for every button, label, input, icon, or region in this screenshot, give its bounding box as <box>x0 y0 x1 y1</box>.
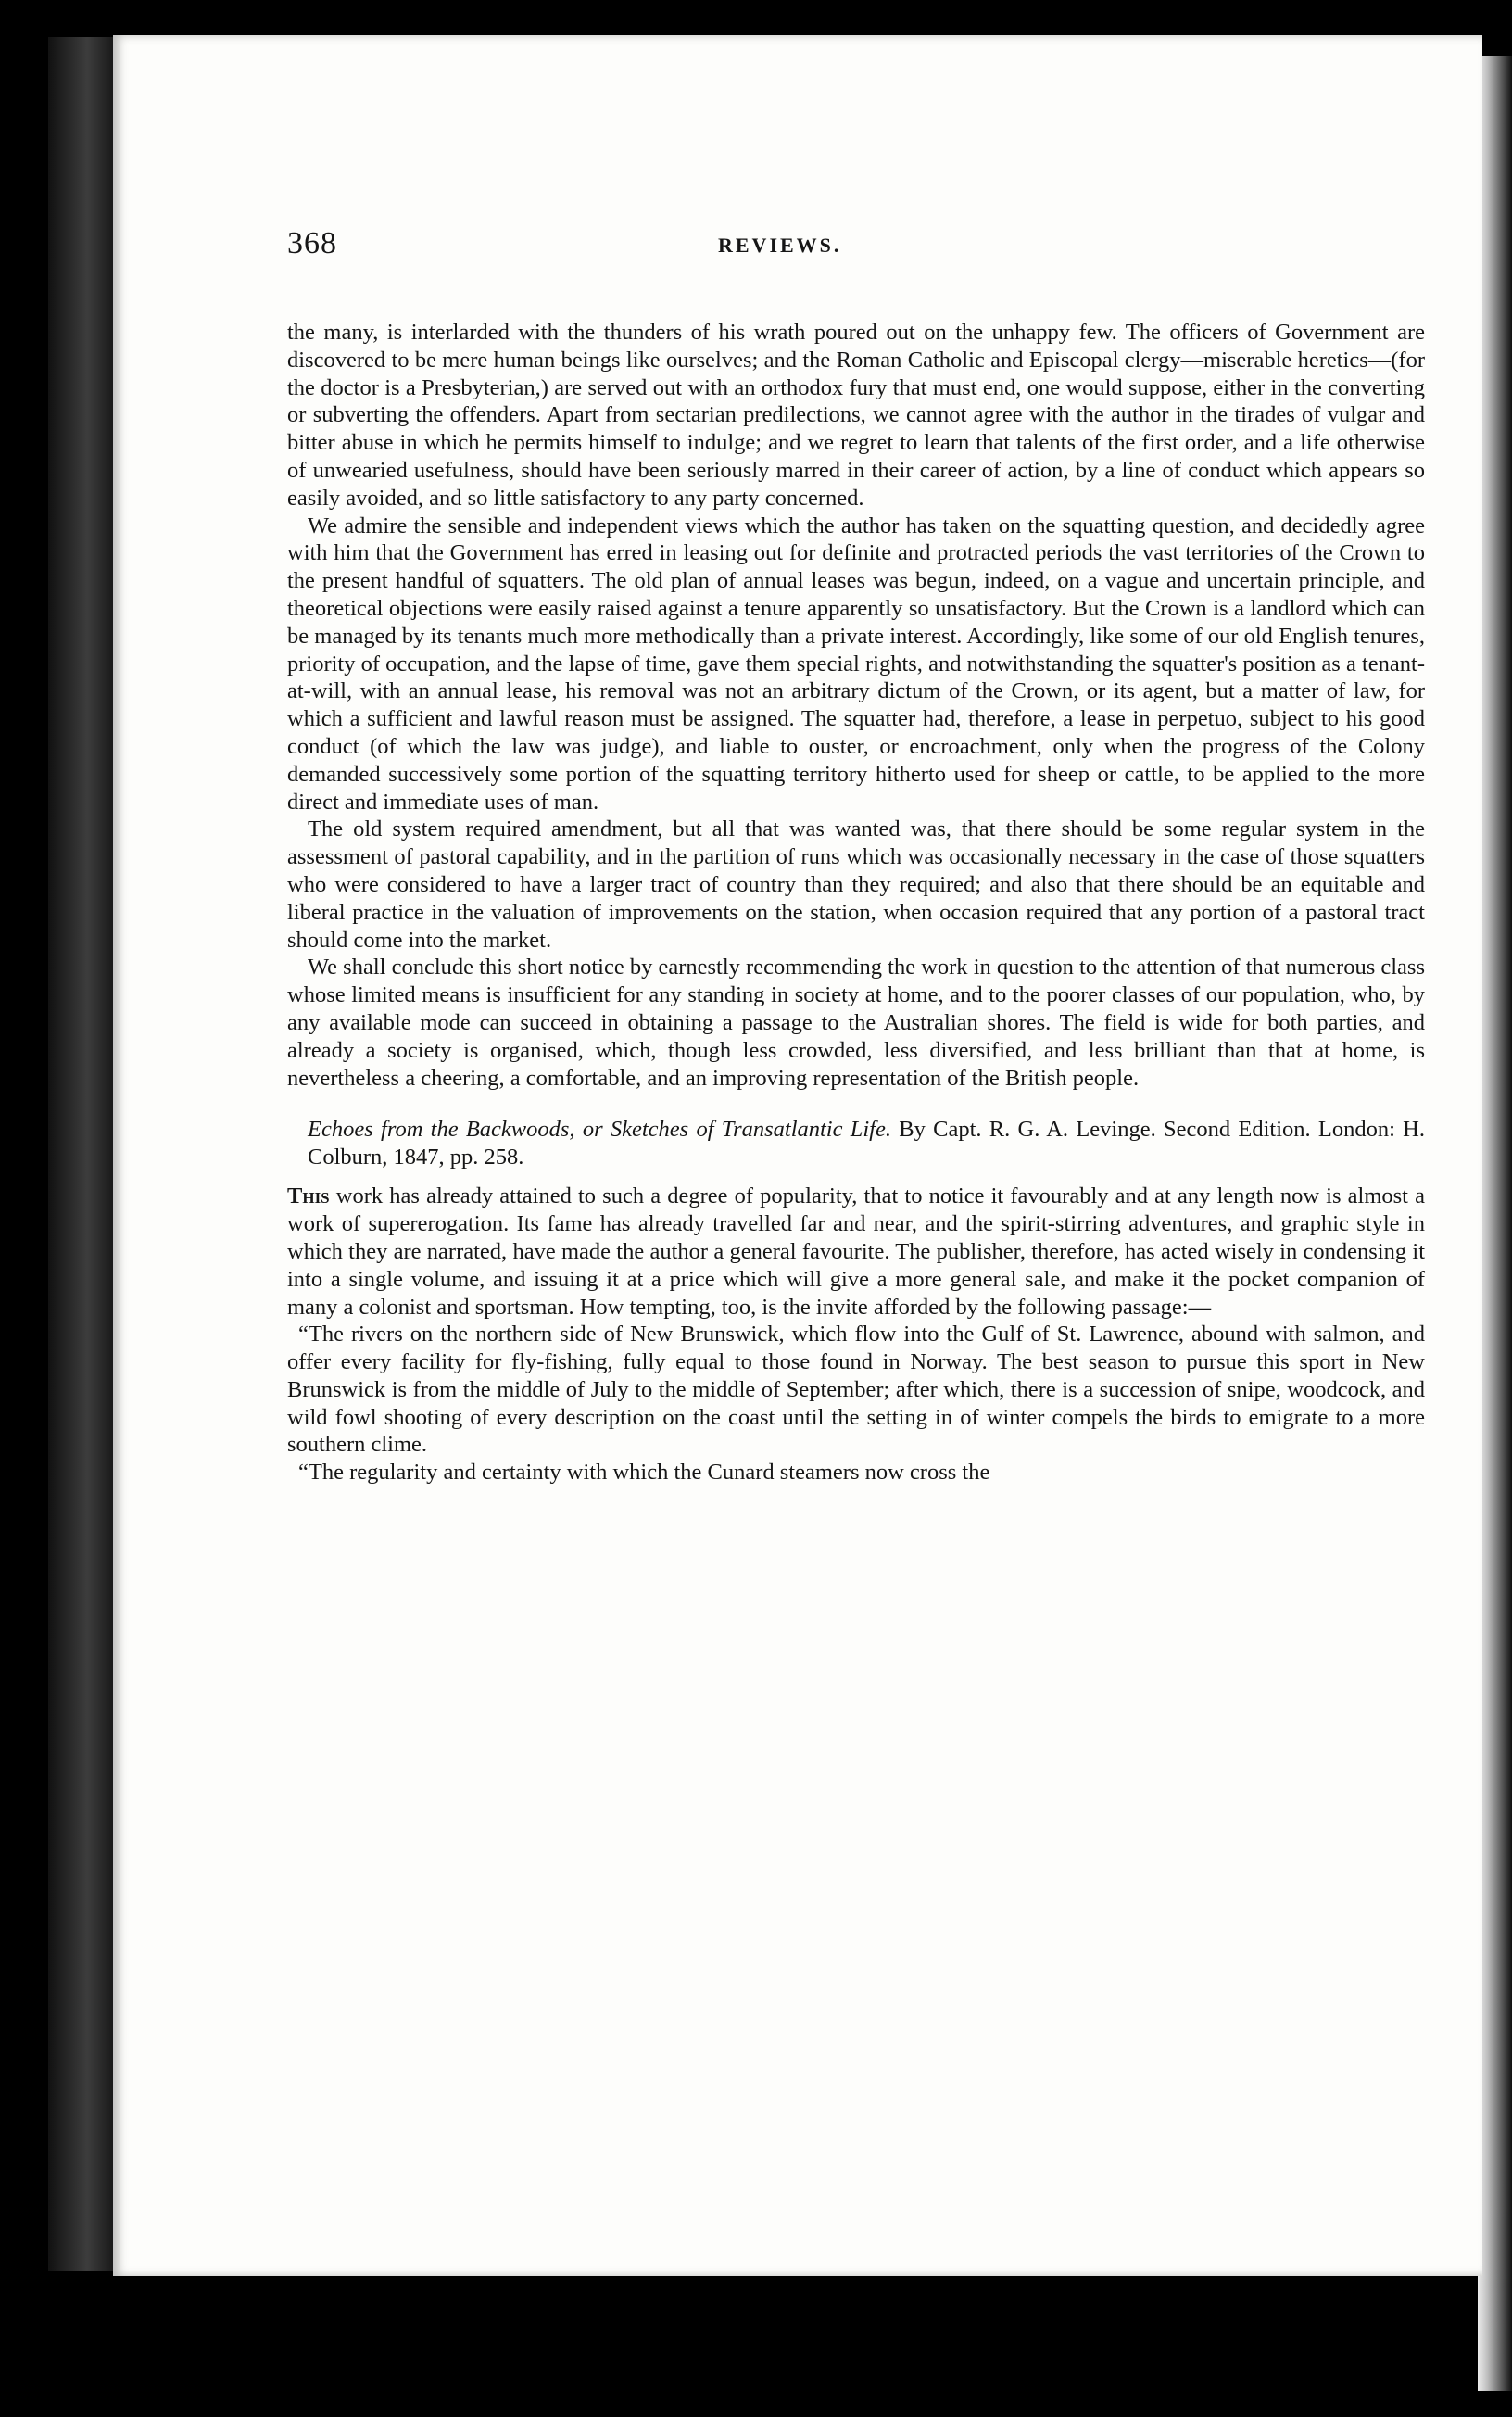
book-heading <box>287 1116 1425 1171</box>
paragraph-3: The old system required amendment, but all that was wanted was, that there should be some regular system in the assessment of pastoral capability, and in the partition of runs which was occasionally necessary in the case of those squatters who were considered to have a larger tract of country than they required; and also that there should be an equitable and liberal practice in the valuation of improvements on the station, when occasion required that any portion of a pastoral tract should come into the market. <box>287 816 1425 953</box>
running-head <box>287 226 1425 263</box>
lead-word: This <box>287 1183 330 1209</box>
paragraph-4: We shall conclude this short notice by earnestly recommending the work in question to the attention of that numerous class whose limited means is insufficient for any standing in society at home, and to the poorer classes of our population, who, by any available mode can succeed in obtaining a passage to the Australian shores. The field is wide for both parties, and already a society is organised, which, though less crowded, less diversified, and less brilliant than that at home, is nevertheless a cheering, a comfortable, and an improving representation of the British people. <box>287 955 1425 1091</box>
paragraph-5 <box>287 1183 1425 1321</box>
heading-gap <box>287 1171 1425 1183</box>
book-page <box>113 35 1482 2276</box>
paragraph-2: We admire the sensible and independent views which the author has taken on the squatting question, and decidedly agree with him that the Government has erred in leasing out for definite and protracted periods the vast territories of the Crown to the present handful of squatters. The old plan of annual leases was begun, indeed, on a vague and uncertain principle, and theoretical objections were easily raised against a tenure apparently so unsatisfactory. But the Crown is a landlord which can be managed by its tenants much more methodically than a private interest. Accordingly, like some of our old English tenures, priority of occupation, and the lapse of time, gave them special rights, and notwithstanding the squatter's position as a tenant-at-will, with an annual lease, his removal was not an arbitrary dictum of the Crown, or its agent, but a matter of law, for which a sufficient and lawful reason must be assigned. The squatter had, therefore, a lease in perpetuo, subject to his good conduct (of which the law was judge), and liable to ouster, or encroachment, only when the progress of the Colony demanded successively some portion of the squatting territory hitherto used for sheep or cattle, to be applied to the more direct and immediate uses of man. <box>287 513 1425 815</box>
running-title: REVIEWS. <box>718 234 842 257</box>
section-gap <box>287 1092 1425 1116</box>
book-details: By Capt. R. G. A. Levinge. Second Edition. London: H. Colburn, 1847, pp. 258. <box>308 1117 1425 1171</box>
body-text <box>287 319 1425 1487</box>
binding-edge <box>48 37 113 2271</box>
book-title: Echoes from the Backwoods, or Sketches of Transatlantic Life. <box>308 1117 891 1143</box>
quotation-1: “The rivers on the northern side of New Brunswick, which flow into the Gulf of St. Lawrence, abound with salmon, and offer every facility for fly-fishing, fully equal to those found in Norway. The best season to pursue this sport in New Brunswick is from the middle of July to the middle of September; after which, there is a succession of snipe, woodcock, and wild fowl shooting of every description on the coast until the setting in of winter compels the birds to emigrate to a more southern clime. <box>287 1322 1425 1458</box>
quotation-2: “The regularity and certainty with which the Cunard steamers now cross the <box>298 1460 990 1486</box>
page-edge-right <box>1478 56 1512 2391</box>
paragraph-1: the many, is interlarded with the thunders of his wrath poured out on the unhappy few. The officers of Government are discovered to be mere human beings like ourselves; and the Roman Catholic and Episcopal clergy—miserable heretics—(for the doctor is a Presbyterian,) are served out with an orthodox fury that must end, one would suppose, either in the converting or subverting the offenders. Apart from sectarian predilections, we cannot agree with the author in the tirades of vulgar and bitter abuse in which he permits himself to indulge; and we regret to learn that talents of the first order, and a life otherwise of unwearied usefulness, should have been seriously marred in their career of action, by a line of conduct which appears so easily avoided, and so little satisfactory to any party concerned. <box>287 320 1425 511</box>
page-number: 368 <box>287 226 337 260</box>
paragraph-5-text: work has already attained to such a degree of popularity, that to notice it favourably and at any length now is almost a work of supererogation. Its fame has already travelled far and near, and the spirit-stirring adventures, and graphic style in which they are narrated, have made the author a general favourite. The publisher, therefore, has acted wisely in condensing it into a single volume, and issuing it at a price which will give a more general sale, and make it the pocket companion of many a colonist and sportsman. How tempting, too, is the invite afforded by the following passage:— <box>287 1183 1425 1320</box>
